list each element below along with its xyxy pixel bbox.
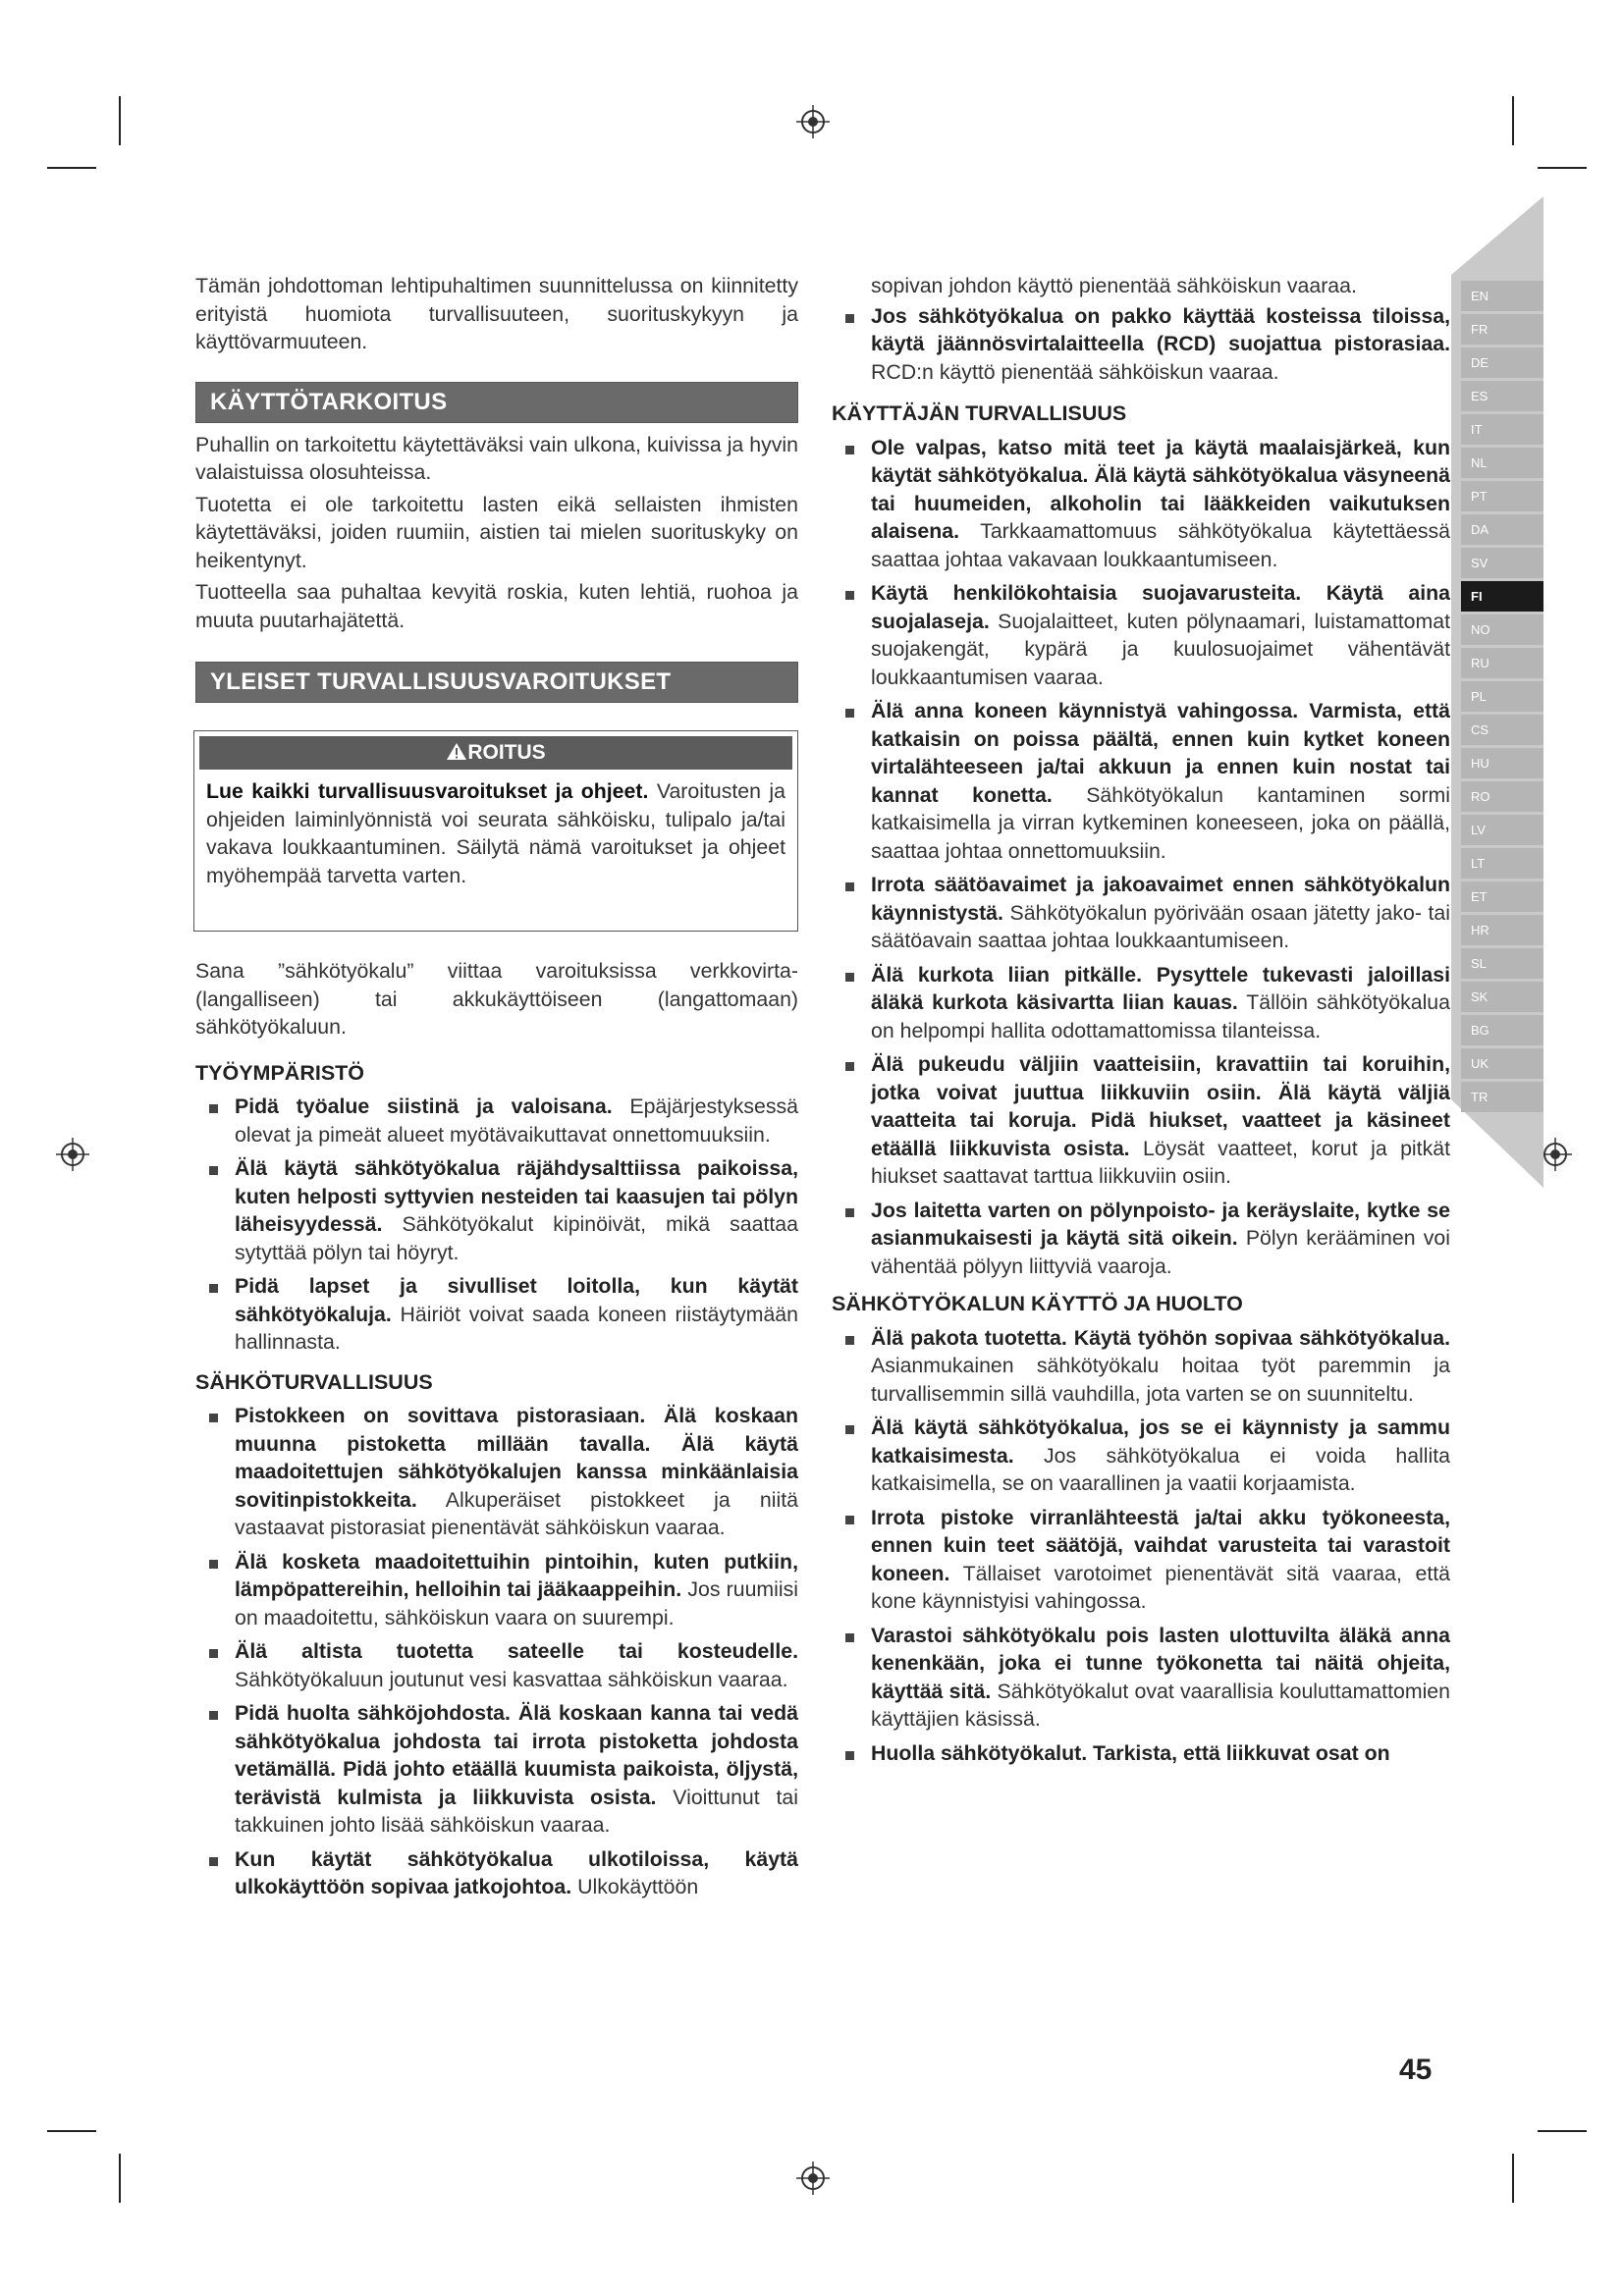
list-item-bold: Älä käytä sähkötyökalua, jos se ei käynnisty ja sammu katkaisimesta. — [871, 1415, 1450, 1468]
list-item — [195, 1272, 798, 1357]
work-area-heading: TYÖYMPÄRISTÖ — [195, 1060, 365, 1085]
list-item-bold: Kun käytät sähkötyökalua ulkotiloissa, käytä ulkokäyttöön sopivaa jatkojohtoa. — [235, 1846, 798, 1898]
list-item-text: Sähkötyökalun kantaminen sormi katkaisimella ja virran kytkeminen koneeseen, joka on päällä, saattaa johtaa onnettomuuksiin. — [871, 782, 1451, 863]
bullet-square-icon — [845, 1516, 854, 1524]
list-item-bold: Jos laitetta varten on pölynpoisto- ja keräyslaite, kytke se asianmukaisesti ja käytä sitä oikein. — [871, 1198, 1450, 1250]
language-tab-bg: BG — [1461, 1015, 1543, 1045]
intended-use-paragraph-2: Tuotetta ei ole tarkoitettu lasten eikä sellaisten ihmisten käytettäväksi, joiden ruumiin, aistien tai mielen suorituskyky on heikentynyt. — [195, 492, 798, 572]
list-item-bold: Pidä työalue siistinä ja valoisana. — [235, 1095, 613, 1118]
list-item-text: Vioittunut tai takkuinen johto lisää sähköiskun vaaraa. — [235, 1785, 798, 1837]
bullet-square-icon — [209, 1414, 218, 1422]
intended-use-paragraph-3: Tuotteella saa puhaltaa kevyitä roskia, kuten lehtiä, ruohoa ja muuta puutarhajätettä. — [195, 580, 798, 632]
language-tab-pt: PT — [1461, 481, 1543, 511]
registration-mark-icon — [796, 2162, 830, 2195]
bullet-square-icon — [209, 1560, 218, 1569]
list-item-bold: Huolla sähkötyökalut. Tarkista, että liikkuvat osat on — [871, 1740, 1390, 1765]
left-column — [195, 272, 798, 703]
crop-mark-bottom-right-v — [1512, 2154, 1514, 2203]
tool-use-list — [832, 1324, 1450, 1768]
language-tab-no: NO — [1461, 614, 1543, 645]
list-item-bold: Varastoi sähkötyökalu pois lasten ulottuvilta äläkä anna kenenkään, joka ei tunne työkonetta tai näitä ohjeita, käyttää sitä. — [871, 1623, 1450, 1703]
list-item-text: Sähkötyökalut ovat vaarallisia kouluttamattomien käyttäjien käsissä. — [871, 1679, 1450, 1731]
bullet-square-icon — [845, 1336, 854, 1345]
warning-box — [193, 730, 798, 932]
list-item — [832, 1197, 1450, 1281]
list-item-bold: Pidä lapset ja sivulliset loitolla, kun käytät sähkötyökaluja. — [235, 1274, 798, 1326]
list-item-bold: Pidä huolta sähköjohdosta. Älä koskaan kanna tai vedä sähkötyökalua johdosta tai irrota pistoketta johdosta vetämällä. Pidä johto etäällä kuumista paikoista, öljystä, terävistä kulmista ja liikkuvista osista. — [235, 1701, 798, 1809]
list-item-bold: Älä käytä sähkötyökalua räjähdysalttiissa paikoissa, kuten helposti syttyvien nesteiden tai kaasujen tai pölyn läheisyydessä. — [235, 1156, 798, 1236]
language-tab-hr: HR — [1461, 915, 1543, 945]
list-item — [195, 1548, 798, 1632]
crop-mark-top-right-v — [1512, 96, 1514, 145]
list-item-bold: Irrota säätöavaimet ja jakoavaimet ennen sähkötyökalun käynnistystä. — [871, 873, 1450, 925]
list-item-text: Epäjärjestyksessä olevat ja pimeät alueet myötävaikuttavat onnettomuuksiin. — [235, 1095, 798, 1147]
section-heading-intended-use: KÄYTTÖTARKOITUS — [195, 382, 798, 423]
list-item-text: Jos sähkötyökalua ei voida hallita katkaisimella, se on vaarallinen ja vaatii korjaamista. — [871, 1443, 1450, 1495]
list-item-text: RCD:n käyttö pienentää sähköiskun vaaraa. — [871, 359, 1279, 384]
list-item — [832, 697, 1450, 865]
language-tab-lt: LT — [1461, 848, 1543, 879]
page-number: 45 — [1399, 2054, 1433, 2086]
language-tab-tr: TR — [1461, 1082, 1543, 1112]
language-tab-de: DE — [1461, 347, 1543, 378]
bullet-square-icon — [209, 1857, 218, 1866]
list-item — [195, 1402, 798, 1542]
language-tab-sv: SV — [1461, 548, 1543, 578]
bullet-square-icon — [209, 1104, 218, 1113]
list-item-bold: Jos sähkötyökalua on pakko käyttää kosteissa tiloissa, käytä jäännösvirtalaitteella (RCD) suojattua pistorasiaa. — [871, 303, 1450, 355]
list-item-text: Asianmukainen sähkötyökalu hoitaa työt paremmin ja turvallisemmin sillä vauhdilla, jota varten se on suunniteltu. — [871, 1354, 1450, 1406]
electrical-safety-heading: SÄHKÖTURVALLISUUS — [195, 1369, 433, 1394]
language-tab-et: ET — [1461, 881, 1543, 912]
language-tab-es: ES — [1461, 381, 1543, 411]
list-item-text: Sähkötyökalut kipinöivät, mikä saattaa sytyttää pölyn tai höyryt. — [235, 1212, 798, 1264]
registration-mark-icon — [56, 1138, 89, 1171]
bullet-square-icon — [209, 1166, 218, 1175]
warning-text-bold: Lue kaikki turvallisuusvaroitukset ja ohjeet. — [206, 779, 649, 803]
warning-text-body: Varoitusten ja ohjeiden laiminlyönnistä voi seurata sähköisku, tulipalo ja/tai vakava loukkaantuminen. Säilytä nämä varoitukset ja ohjeet myöhempää tarvetta varten. — [206, 779, 785, 887]
bullet-square-icon — [845, 1751, 854, 1760]
list-item-text: Löysät vaatteet, korut ja pitkät hiukset saattavat tarttua liikkuviin osiin. — [871, 1136, 1450, 1188]
personal-safety-list — [832, 434, 1450, 1281]
tool-use-heading: SÄHKÖTYÖKALUN KÄYTTÖ JA HUOLTO — [832, 1292, 1243, 1315]
language-tab-uk: UK — [1461, 1048, 1543, 1079]
language-tab-lv: LV — [1461, 815, 1543, 845]
list-item — [832, 961, 1450, 1045]
list-item — [832, 1324, 1450, 1409]
list-item-text: Tällaiset varotoimet pienentävät sitä vaaraa, että kone käynnistyisi vahingossa. — [871, 1561, 1450, 1613]
list-item — [195, 1699, 798, 1840]
list-item-bold: Irrota pistoke virranlähteestä ja/tai akku työkoneesta, ennen kuin teet säätöjä, vaihdat varusteita tai varastoit koneen. — [871, 1505, 1450, 1585]
language-tab-fr: FR — [1461, 314, 1543, 345]
list-item-text: Ulkokäyttöön — [571, 1875, 699, 1898]
crop-mark-top-left-h — [47, 167, 96, 169]
language-tab-pl: PL — [1461, 681, 1543, 712]
list-item-text: Pölyn kerääminen voi vähentää pölyyn liittyviä vaaroja. — [871, 1226, 1450, 1278]
bullet-square-icon — [845, 314, 854, 323]
bullet-square-icon — [209, 1711, 218, 1720]
warning-triangle-icon — [446, 742, 467, 761]
list-item-bold: Älä kurkota liian pitkälle. Pysyttele tukevasti jaloillasi äläkä kurkota käsivartta liian kauas. — [871, 962, 1450, 1014]
list-item — [832, 1414, 1450, 1498]
warning-title: ROITUS — [467, 741, 546, 764]
right-column — [832, 272, 1450, 1767]
bullet-square-icon — [209, 1649, 218, 1658]
list-item-bold: Älä pakota tuotetta. Käytä työhön sopivaa sähkötyökalua. — [871, 1325, 1450, 1350]
language-tab-it: IT — [1461, 414, 1543, 445]
list-item — [832, 1050, 1450, 1191]
list-item-bold: Älä pukeudu väljiin vaatteisiin, kravattiin tai koruihin, jotka voivat juuttua liikkuviin osiin. Älä käytä väljiä vaatteita tai koruja. Pidä hiukset, vaatteet ja käsineet etäällä liikkuvista osista. — [871, 1052, 1450, 1160]
section-heading-general-safety: YLEISET TURVALLISUUSVAROITUKSET — [195, 662, 798, 703]
language-tab-nl: NL — [1461, 448, 1543, 478]
crop-mark-top-left-v — [119, 96, 121, 145]
list-item-text: Tällöin sähkötyökalua on helpompi hallita odottamattomissa tilanteissa. — [871, 990, 1450, 1042]
bullet-square-icon — [845, 709, 854, 718]
list-item-bold: Älä anna koneen käynnistyä vahingossa. Varmista, että katkaisin on poissa päältä, ennen kuin kytket koneen virtalähteeseen ja/tai akkuun ja ennen kuin nostat tai kannat konetta. — [871, 699, 1450, 807]
list-item-bold: Älä kosketa maadoitettuihin pintoihin, kuten putkiin, lämpöpattereihin, helloihin tai jääkaappeihin. — [235, 1549, 798, 1601]
language-tab-en: EN — [1461, 281, 1543, 311]
left-column-lower — [195, 957, 798, 1901]
electrical-continuation: sopivan johdon käyttö pienentää sähköiskun vaaraa. — [871, 274, 1357, 297]
list-item — [832, 579, 1450, 691]
bullet-square-icon — [209, 1284, 218, 1293]
crop-mark-bottom-right-h — [1538, 2130, 1587, 2132]
bullet-square-icon — [845, 446, 854, 454]
crop-mark-top-right-h — [1538, 167, 1587, 169]
bullet-square-icon — [845, 1425, 854, 1434]
power-tool-term-paragraph: Sana ”sähkötyökalu” viittaa varoituksissa verkkovirta-(langalliseen) tai akkukäyttöiseen (langattomaan) sähkötyökaluun. — [195, 959, 798, 1039]
language-tab-sl: SL — [1461, 948, 1543, 979]
list-item — [195, 1093, 798, 1148]
work-area-list — [195, 1093, 798, 1357]
list-item-text: Jos ruumiisi on maadoitettu, sähköiskun vaara on suurempi. — [235, 1577, 799, 1629]
bullet-square-icon — [845, 882, 854, 891]
list-item-rcd — [832, 302, 1450, 387]
language-tab-cs: CS — [1461, 715, 1543, 745]
intro-paragraph: Tämän johdottoman lehtipuhaltimen suunnittelussa on kiinnitetty erityistä huomiota turvallisuuteen, suorituskykyyn ja käyttövarmuuteen. — [195, 274, 798, 353]
language-tab-fi: FI — [1461, 581, 1543, 612]
list-item-text: Sähkötyökalun pyörivään osaan jätetty jako- tai säätöavain saattaa johtaa loukkaantumiseen. — [871, 900, 1450, 952]
list-item-text: Sähkötyökaluun joutunut vesi kasvattaa sähköiskun vaaraa. — [235, 1667, 788, 1691]
list-item — [195, 1845, 798, 1901]
list-item-bold: Käytä henkilökohtaisia suojavarusteita. Käytä aina suojalaseja. — [871, 581, 1450, 633]
bullet-square-icon — [845, 1062, 854, 1071]
bullet-square-icon — [845, 1633, 854, 1642]
list-item — [832, 1622, 1450, 1734]
list-item-bold: Pistokkeen on sovittava pistorasiaan. Älä koskaan muunna pistoketta millään tavalla. Älä käytä maadoitettujen sähkötyökalujen kanssa minkäänlaisia sovitinpistokkeita. — [235, 1404, 798, 1512]
list-item — [195, 1154, 798, 1266]
electrical-safety-list — [195, 1402, 798, 1901]
list-item — [195, 1637, 798, 1693]
list-item-bold: Ole valpas, katso mitä teet ja käytä maalaisjärkeä, kun käytät sähkötyökalua. Älä käytä sähkötyökalua väsyneenä tai huumeiden, alkoholin tai lääkkeiden vaikutuksen alaisena. — [871, 435, 1450, 543]
bullet-square-icon — [845, 591, 854, 600]
intended-use-paragraph-1: Puhallin on tarkoitettu käytettäväksi vain ulkona, kuivissa ja hyvin valaistuissa olosuhteissa. — [195, 432, 798, 484]
registration-mark-icon — [796, 105, 830, 138]
list-item-text: Häiriöt voivat saada koneen riistäytymään hallinnasta. — [235, 1302, 798, 1354]
language-tab-da: DA — [1461, 514, 1543, 545]
list-item — [832, 871, 1450, 955]
list-item — [832, 1739, 1450, 1768]
list-item — [832, 1504, 1450, 1616]
list-item-text: Tarkkaamattomuus sähkötyökalua käytettäessä saattaa johtaa vakavaan loukkaantumiseen. — [871, 519, 1450, 571]
warning-header — [199, 736, 792, 770]
list-item-text: Suojalaitteet, kuten pölynaamari, luistamattomat suojakengät, kypärä ja kuulosuojaimet vähentävät loukkaantumisen vaaraa. — [871, 609, 1450, 689]
language-tab-sk: SK — [1461, 982, 1543, 1012]
bullet-square-icon — [845, 973, 854, 982]
language-tab-ru: RU — [1461, 648, 1543, 678]
list-item — [832, 434, 1450, 574]
language-tab-hu: HU — [1461, 748, 1543, 778]
list-item-text: Alkuperäiset pistokkeet ja niitä vastaavat pistorasiat pienentävät sähköiskun vaaraa. — [235, 1487, 798, 1539]
list-item-bold: Älä altista tuotetta sateelle tai kosteudelle. — [235, 1639, 798, 1663]
warning-text — [206, 777, 785, 889]
crop-mark-bottom-left-h — [47, 2130, 96, 2132]
personal-safety-heading: KÄYTTÄJÄN TURVALLISUUS — [832, 401, 1127, 425]
bullet-square-icon — [845, 1208, 854, 1217]
language-tab-ro: RO — [1461, 781, 1543, 812]
crop-mark-bottom-left-v — [119, 2154, 121, 2203]
